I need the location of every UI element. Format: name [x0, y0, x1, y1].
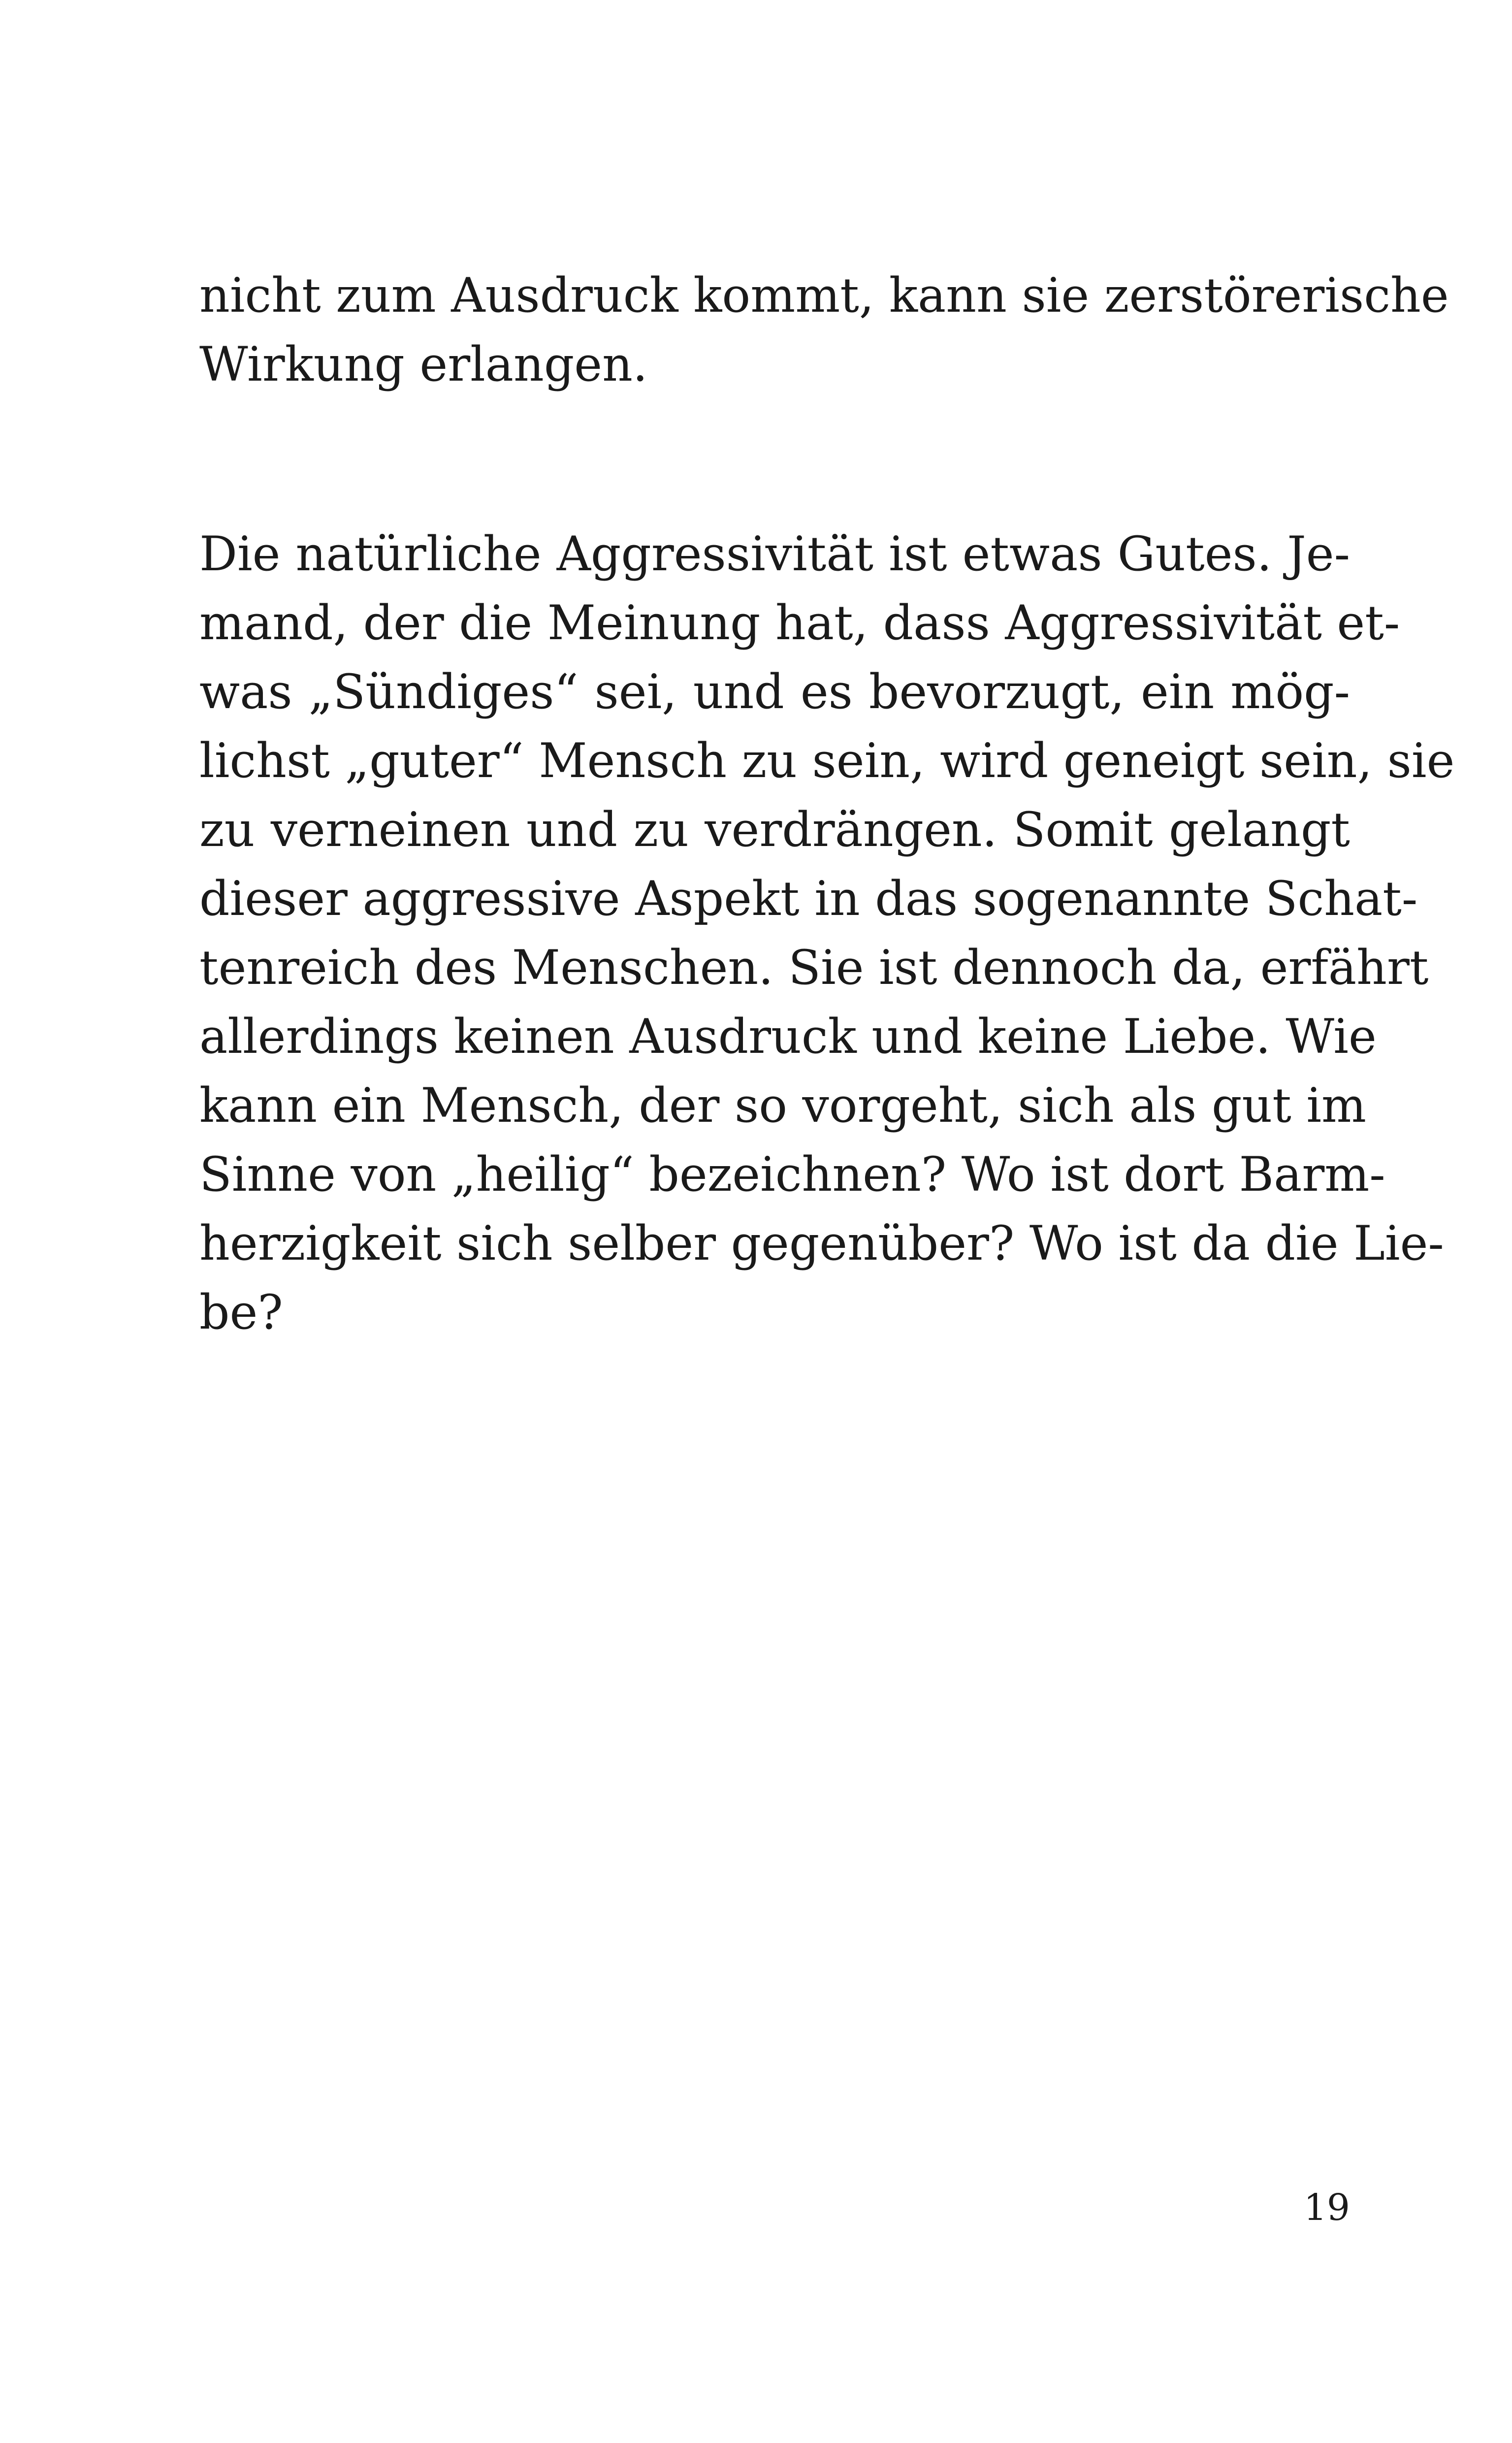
text-line: Die natürliche Aggressivität ist etwas Gutes. Je-: [199, 526, 1350, 582]
text-line: mand, der die Meinung hat, dass Aggressivität et-: [199, 595, 1400, 651]
text-line: allerdings keinen Ausdruck und keine Liebe. Wie: [199, 1009, 1377, 1064]
text-line: lichst „guter“ Mensch zu sein, wird geneigt sein, sie: [199, 733, 1455, 788]
text-line: Wirkung erlangen.: [199, 337, 648, 392]
paragraph-2: [199, 520, 1455, 1347]
page-number: 19: [1303, 2186, 1350, 2229]
text-line: herzigkeit sich selber gegenüber? Wo ist da die Lie-: [199, 1216, 1444, 1271]
text-line: tenreich des Menschen. Sie ist dennoch da, erfährt: [199, 940, 1429, 995]
text-line: nicht zum Ausdruck kommt, kann sie zerstörerische: [199, 268, 1449, 323]
text-line: dieser aggressive Aspekt in das sogenannte Schat-: [199, 871, 1418, 926]
text-line: zu verneinen und zu verdrängen. Somit gelangt: [199, 802, 1350, 857]
paragraph-1: [199, 261, 1449, 399]
text-line: was „Sündiges“ sei, und es bevorzugt, ein mög-: [199, 664, 1350, 719]
text-line: be?: [199, 1285, 283, 1340]
text-line: Sinne von „heilig“ bezeichnen? Wo ist dort Barm-: [199, 1147, 1385, 1202]
text-line: kann ein Mensch, der so vorgeht, sich als gut im: [199, 1078, 1367, 1133]
